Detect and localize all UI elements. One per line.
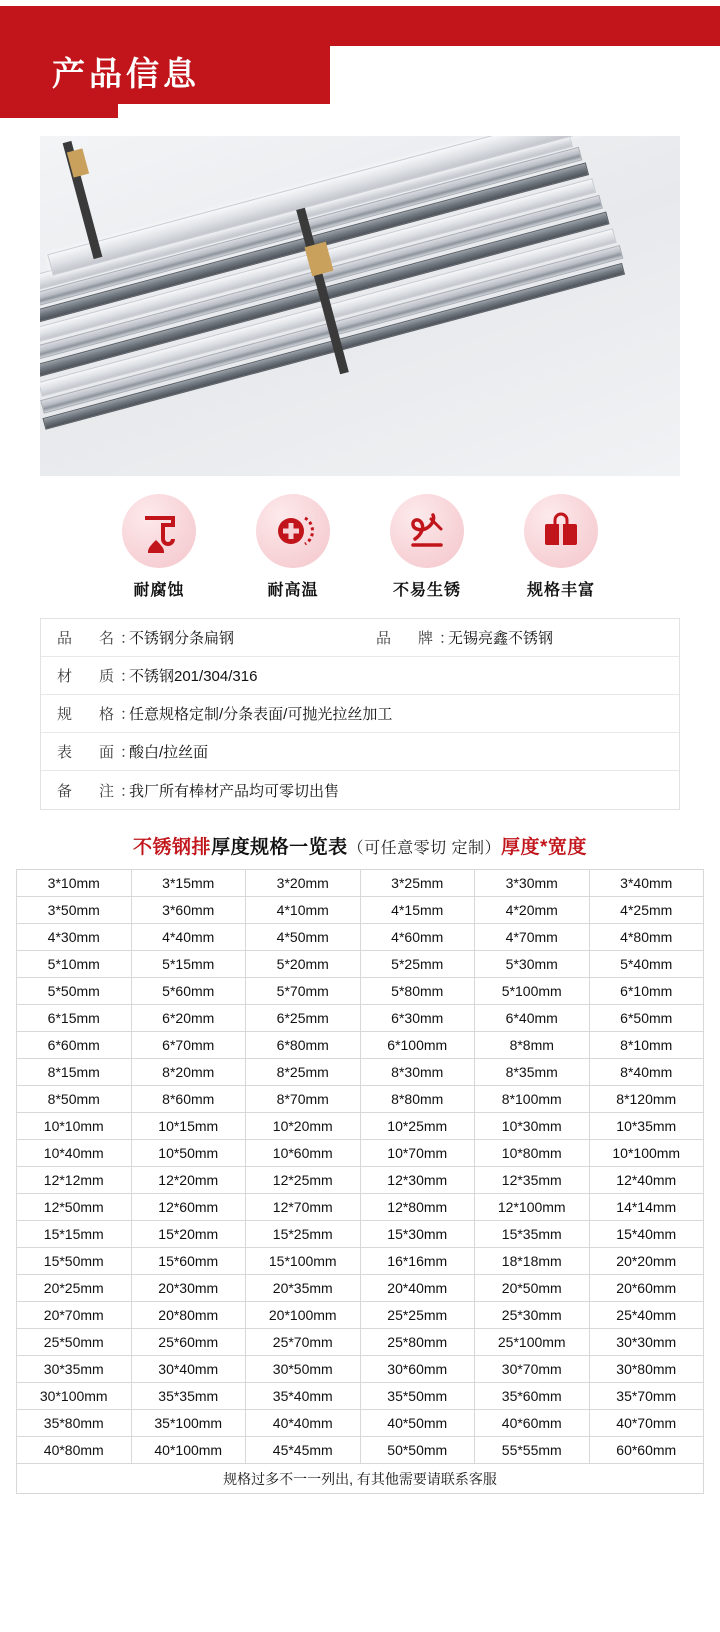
size-cell: 40*40mm xyxy=(246,1410,361,1437)
size-cell: 15*50mm xyxy=(17,1248,132,1275)
size-cell: 4*80mm xyxy=(590,924,705,951)
size-cell: 5*70mm xyxy=(246,978,361,1005)
size-cell: 35*70mm xyxy=(590,1383,705,1410)
size-cell: 5*25mm xyxy=(361,951,476,978)
spec-value: 不锈钢分条扁钢 xyxy=(129,630,235,647)
size-cell: 5*20mm xyxy=(246,951,361,978)
page-title: 产品信息 xyxy=(52,55,200,92)
size-cell: 10*60mm xyxy=(246,1140,361,1167)
size-cell: 30*30mm xyxy=(590,1329,705,1356)
size-cell: 15*40mm xyxy=(590,1221,705,1248)
size-cell: 12*30mm xyxy=(361,1167,476,1194)
heading-red-part: 不锈钢排 xyxy=(133,837,212,858)
size-cell: 8*40mm xyxy=(590,1059,705,1086)
size-cell: 5*50mm xyxy=(17,978,132,1005)
size-cell: 25*70mm xyxy=(246,1329,361,1356)
spec-cell xyxy=(41,733,679,770)
size-cell: 25*100mm xyxy=(475,1329,590,1356)
size-cell: 8*50mm xyxy=(17,1086,132,1113)
size-cell: 35*80mm xyxy=(17,1410,132,1437)
size-cell: 3*40mm xyxy=(590,870,705,897)
size-cell: 25*50mm xyxy=(17,1329,132,1356)
size-cell: 12*12mm xyxy=(17,1167,132,1194)
size-cell: 30*80mm xyxy=(590,1356,705,1383)
high-temperature-icon xyxy=(256,494,330,568)
no-rust-icon xyxy=(390,494,464,568)
size-cell: 5*80mm xyxy=(361,978,476,1005)
size-cell: 5*10mm xyxy=(17,951,132,978)
size-cell: 4*60mm xyxy=(361,924,476,951)
size-cell: 8*30mm xyxy=(361,1059,476,1086)
size-grid xyxy=(16,869,704,1464)
size-cell: 12*50mm xyxy=(17,1194,132,1221)
feature-label: 规格丰富 xyxy=(526,582,595,599)
spec-box-icon xyxy=(524,494,598,568)
size-cell: 5*100mm xyxy=(475,978,590,1005)
size-cell: 3*50mm xyxy=(17,897,132,924)
size-cell: 4*10mm xyxy=(246,897,361,924)
size-cell: 10*70mm xyxy=(361,1140,476,1167)
size-cell: 20*20mm xyxy=(590,1248,705,1275)
size-cell: 30*40mm xyxy=(132,1356,247,1383)
size-cell: 55*55mm xyxy=(475,1437,590,1464)
size-cell: 20*40mm xyxy=(361,1275,476,1302)
size-cell: 40*80mm xyxy=(17,1437,132,1464)
size-cell: 4*15mm xyxy=(361,897,476,924)
size-cell: 6*70mm xyxy=(132,1032,247,1059)
table-row xyxy=(41,733,679,771)
spec-key: 品 牌： xyxy=(376,630,461,647)
size-cell: 6*60mm xyxy=(17,1032,132,1059)
size-cell: 8*120mm xyxy=(590,1086,705,1113)
spec-key: 备 注： xyxy=(57,782,142,800)
table-row xyxy=(41,771,679,809)
size-cell: 8*80mm xyxy=(361,1086,476,1113)
size-cell: 8*10mm xyxy=(590,1032,705,1059)
spec-value: 无锡亮鑫不锈钢 xyxy=(448,630,554,647)
size-cell: 20*80mm xyxy=(132,1302,247,1329)
feature-label: 耐高温 xyxy=(267,582,319,599)
size-cell: 12*60mm xyxy=(132,1194,247,1221)
header-accent-block xyxy=(0,104,118,118)
table-row xyxy=(41,657,679,695)
size-cell: 18*18mm xyxy=(475,1248,590,1275)
feature-item xyxy=(513,494,609,600)
size-cell: 20*100mm xyxy=(246,1302,361,1329)
size-cell: 20*35mm xyxy=(246,1275,361,1302)
spec-key: 材 质： xyxy=(57,668,142,685)
size-cell: 35*50mm xyxy=(361,1383,476,1410)
feature-label: 不易生锈 xyxy=(392,582,461,599)
size-cell: 4*20mm xyxy=(475,897,590,924)
size-cell: 15*60mm xyxy=(132,1248,247,1275)
size-grid-footnote: 规格过多不一一列出, 有其他需要请联系客服 xyxy=(16,1464,704,1494)
size-cell: 25*60mm xyxy=(132,1329,247,1356)
size-cell: 20*25mm xyxy=(17,1275,132,1302)
size-cell: 10*100mm xyxy=(590,1140,705,1167)
size-cell: 6*80mm xyxy=(246,1032,361,1059)
size-cell: 10*25mm xyxy=(361,1113,476,1140)
spec-cell xyxy=(41,771,679,809)
size-cell: 8*15mm xyxy=(17,1059,132,1086)
corrosion-drop-icon xyxy=(122,494,196,568)
size-cell: 8*20mm xyxy=(132,1059,247,1086)
feature-item xyxy=(379,494,475,600)
size-cell: 4*30mm xyxy=(17,924,132,951)
size-cell: 6*25mm xyxy=(246,1005,361,1032)
size-cell: 3*15mm xyxy=(132,870,247,897)
spec-cell xyxy=(41,695,679,732)
size-cell: 30*35mm xyxy=(17,1356,132,1383)
table-row xyxy=(41,619,679,657)
spec-value: 我厂所有棒材产品均可零切出售 xyxy=(129,782,340,800)
size-cell: 8*60mm xyxy=(132,1086,247,1113)
size-cell: 6*15mm xyxy=(17,1005,132,1032)
size-cell: 16*16mm xyxy=(361,1248,476,1275)
size-cell: 10*50mm xyxy=(132,1140,247,1167)
size-cell: 10*35mm xyxy=(590,1113,705,1140)
spec-value: 任意规格定制/分条表面/可抛光拉丝加工 xyxy=(129,706,393,723)
size-cell: 30*60mm xyxy=(361,1356,476,1383)
spec-cell xyxy=(360,619,679,656)
size-cell: 25*40mm xyxy=(590,1302,705,1329)
size-cell: 15*15mm xyxy=(17,1221,132,1248)
size-table-heading xyxy=(0,832,720,859)
spec-value: 不锈钢201/304/316 xyxy=(129,668,258,685)
size-cell: 10*80mm xyxy=(475,1140,590,1167)
size-cell: 5*30mm xyxy=(475,951,590,978)
spec-cell xyxy=(41,657,679,694)
feature-item xyxy=(245,494,341,600)
size-cell: 40*50mm xyxy=(361,1410,476,1437)
size-cell: 3*30mm xyxy=(475,870,590,897)
size-cell: 25*30mm xyxy=(475,1302,590,1329)
size-cell: 40*100mm xyxy=(132,1437,247,1464)
spec-value: 酸白/拉丝面 xyxy=(129,744,209,761)
size-cell: 8*100mm xyxy=(475,1086,590,1113)
size-cell: 10*20mm xyxy=(246,1113,361,1140)
size-cell: 20*70mm xyxy=(17,1302,132,1329)
size-cell: 20*30mm xyxy=(132,1275,247,1302)
size-cell: 10*10mm xyxy=(17,1113,132,1140)
size-cell: 5*15mm xyxy=(132,951,247,978)
bundle-strap-tag xyxy=(304,242,333,277)
size-cell: 20*60mm xyxy=(590,1275,705,1302)
size-cell: 50*50mm xyxy=(361,1437,476,1464)
size-cell: 8*70mm xyxy=(246,1086,361,1113)
size-cell: 6*10mm xyxy=(590,978,705,1005)
size-cell: 14*14mm xyxy=(590,1194,705,1221)
product-spec-table xyxy=(40,618,680,810)
size-cell: 4*25mm xyxy=(590,897,705,924)
size-cell: 10*40mm xyxy=(17,1140,132,1167)
size-cell: 30*100mm xyxy=(17,1383,132,1410)
size-cell: 12*20mm xyxy=(132,1167,247,1194)
feature-item xyxy=(111,494,207,600)
size-cell: 6*50mm xyxy=(590,1005,705,1032)
table-row xyxy=(41,695,679,733)
spec-key: 规 格： xyxy=(57,706,142,723)
size-cell: 12*25mm xyxy=(246,1167,361,1194)
size-cell: 5*40mm xyxy=(590,951,705,978)
size-cell: 5*60mm xyxy=(132,978,247,1005)
size-cell: 25*80mm xyxy=(361,1329,476,1356)
header-top-bar xyxy=(0,6,720,46)
size-cell: 15*25mm xyxy=(246,1221,361,1248)
size-cell: 4*50mm xyxy=(246,924,361,951)
size-cell: 12*35mm xyxy=(475,1167,590,1194)
size-cell: 15*100mm xyxy=(246,1248,361,1275)
size-cell: 25*25mm xyxy=(361,1302,476,1329)
size-cell: 8*25mm xyxy=(246,1059,361,1086)
page-header xyxy=(0,0,720,128)
size-cell: 15*20mm xyxy=(132,1221,247,1248)
size-cell: 35*100mm xyxy=(132,1410,247,1437)
size-cell: 8*35mm xyxy=(475,1059,590,1086)
size-cell: 35*40mm xyxy=(246,1383,361,1410)
size-cell: 3*10mm xyxy=(17,870,132,897)
size-cell: 3*60mm xyxy=(132,897,247,924)
size-cell: 4*70mm xyxy=(475,924,590,951)
size-cell: 15*30mm xyxy=(361,1221,476,1248)
size-cell: 6*40mm xyxy=(475,1005,590,1032)
size-cell: 8*8mm xyxy=(475,1032,590,1059)
size-cell: 3*20mm xyxy=(246,870,361,897)
size-cell: 6*20mm xyxy=(132,1005,247,1032)
size-cell: 12*100mm xyxy=(475,1194,590,1221)
spec-key: 表 面： xyxy=(57,744,142,761)
size-cell: 10*30mm xyxy=(475,1113,590,1140)
heading-paren-part: （可任意零切 定制） xyxy=(347,840,502,857)
size-cell: 30*70mm xyxy=(475,1356,590,1383)
size-cell: 30*50mm xyxy=(246,1356,361,1383)
size-cell: 35*60mm xyxy=(475,1383,590,1410)
size-cell: 40*60mm xyxy=(475,1410,590,1437)
size-cell: 20*50mm xyxy=(475,1275,590,1302)
size-cell: 40*70mm xyxy=(590,1410,705,1437)
spec-cell xyxy=(41,619,360,656)
feature-list xyxy=(0,494,720,600)
size-cell: 6*30mm xyxy=(361,1005,476,1032)
size-cell: 12*70mm xyxy=(246,1194,361,1221)
size-cell: 15*35mm xyxy=(475,1221,590,1248)
size-cell: 60*60mm xyxy=(590,1437,705,1464)
feature-label: 耐腐蚀 xyxy=(133,582,185,599)
size-cell: 35*35mm xyxy=(132,1383,247,1410)
size-cell: 3*25mm xyxy=(361,870,476,897)
heading-mid-part: 厚度规格一览表 xyxy=(211,837,348,858)
product-photo xyxy=(40,136,680,476)
size-cell: 12*80mm xyxy=(361,1194,476,1221)
size-cell: 10*15mm xyxy=(132,1113,247,1140)
size-cell: 4*40mm xyxy=(132,924,247,951)
heading-tail-part: 厚度*宽度 xyxy=(501,837,587,858)
size-cell: 12*40mm xyxy=(590,1167,705,1194)
spec-key: 品 名： xyxy=(57,630,142,647)
size-cell: 45*45mm xyxy=(246,1437,361,1464)
size-cell: 6*100mm xyxy=(361,1032,476,1059)
